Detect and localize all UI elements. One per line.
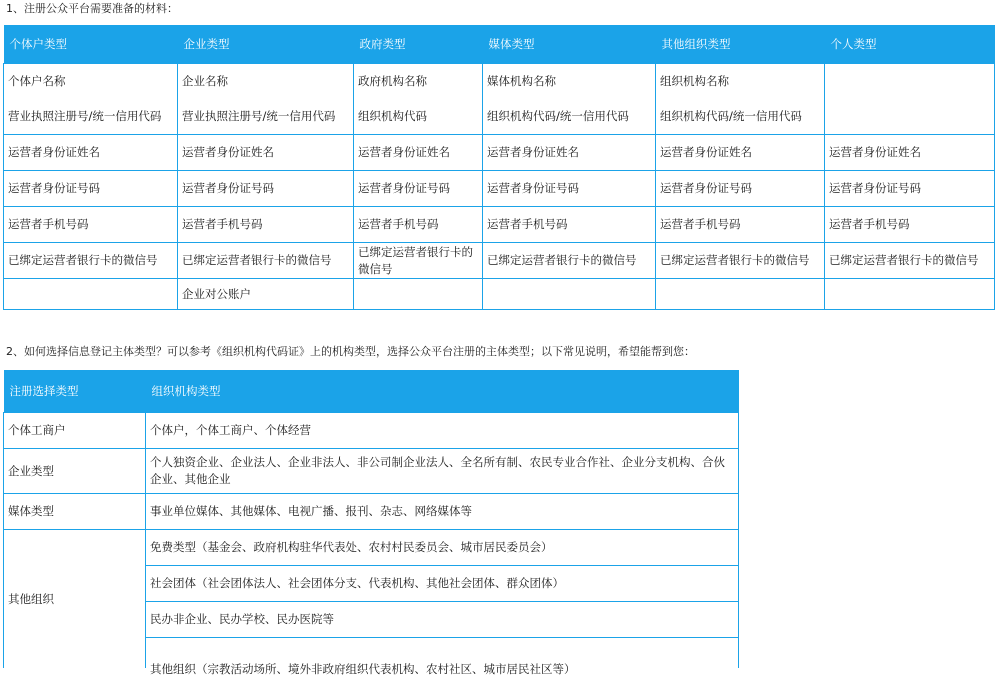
table-row [4,171,995,207]
column-header: 个体户类型 [4,25,178,64]
table-cell [825,64,995,100]
table-cell: 运营者身份证号码 [178,171,354,207]
table-cell: 运营者身份证姓名 [825,135,995,171]
table-row [4,64,995,100]
desc-cell: 社会团体（社会团体法人、社会团体分支、代表机构、其他社会团体、群众团体） [146,566,739,602]
type-cell: 媒体类型 [4,494,146,530]
table-cell [825,99,995,135]
column-header: 个人类型 [825,25,995,64]
table-cell [483,279,656,310]
table-cell: 运营者身份证姓名 [4,135,178,171]
desc-cell: 个体户，个体工商户、个体经营 [146,413,739,449]
desc-cell: 民办非企业、民办学校、民办医院等 [146,602,739,638]
table-header-row [4,25,995,64]
table-cell: 组织机构代码 [354,99,483,135]
type-cell: 企业类型 [4,449,146,494]
table-cell: 企业名称 [178,64,354,100]
section1-heading: 1、注册公众平台需要准备的材料： [6,2,178,15]
table-cell: 运营者身份证姓名 [354,135,483,171]
column-header: 企业类型 [178,25,354,64]
table-cell: 运营者身份证姓名 [178,135,354,171]
table-cell: 企业对公账户 [178,279,354,310]
table-cell: 已绑定运营者银行卡的微信号 [354,243,483,279]
entity-type-table [3,370,739,676]
type-cell: 其他组织 [4,530,146,669]
table-header-row [4,370,739,413]
table-cell: 组织机构代码/统一信用代码 [656,99,825,135]
table-cell: 运营者身份证号码 [4,171,178,207]
desc-cell [146,638,739,676]
table-row [4,530,739,566]
table-cell: 政府机构名称 [354,64,483,100]
column-header: 组织机构类型 [146,370,739,413]
table-row [4,207,995,243]
desc-text: 其他组织（宗教活动场所、境外非政府组织代表机构、农村社区、城市居民社区等） [150,662,576,676]
table-cell: 已绑定运营者银行卡的微信号 [178,243,354,279]
table-cell [825,279,995,310]
table-cell [354,279,483,310]
table-row [4,494,739,530]
table-cell: 运营者手机号码 [656,207,825,243]
table-cell: 运营者身份证姓名 [656,135,825,171]
table-cell: 营业执照注册号/统一信用代码 [4,99,178,135]
table-cell: 媒体机构名称 [483,64,656,100]
desc-cell: 事业单位媒体、其他媒体、电视广播、报刊、杂志、网络媒体等 [146,494,739,530]
table-cell: 已绑定运营者银行卡的微信号 [4,243,178,279]
table-cell: 已绑定运营者银行卡的微信号 [656,243,825,279]
column-header: 政府类型 [354,25,483,64]
table-cell: 已绑定运营者银行卡的微信号 [483,243,656,279]
table-cell: 营业执照注册号/统一信用代码 [178,99,354,135]
table-cell: 个体户名称 [4,64,178,100]
table-cell: 运营者手机号码 [483,207,656,243]
column-header: 其他组织类型 [656,25,825,64]
materials-table [3,25,995,310]
table-cell: 运营者身份证号码 [656,171,825,207]
table-row [4,135,995,171]
table-cell [4,279,178,310]
table-row [4,99,995,135]
table-cell: 运营者身份证姓名 [483,135,656,171]
table-cell: 已绑定运营者银行卡的微信号 [825,243,995,279]
desc-cell: 个人独资企业、企业法人、企业非法人、非公司制企业法人、全名所有制、农民专业合作社、企业分支机构、合伙企业、其他企业 [146,449,739,494]
table-cell [656,279,825,310]
column-header: 媒体类型 [483,25,656,64]
table-row [4,279,995,310]
table-cell: 组织机构代码/统一信用代码 [483,99,656,135]
table-cell: 运营者身份证号码 [483,171,656,207]
table-row [4,449,739,494]
table-row [4,413,739,449]
table-cell: 运营者手机号码 [354,207,483,243]
table-cell: 运营者身份证号码 [354,171,483,207]
table-cell: 运营者身份证号码 [825,171,995,207]
table-row [4,243,995,279]
desc-cell: 免费类型（基金会、政府机构驻华代表处、农村村民委员会、城市居民委员会） [146,530,739,566]
table-cell: 运营者手机号码 [4,207,178,243]
section2-heading: 2、如何选择信息登记主体类型？可以参考《组织机构代码证》上的机构类型，选择公众平台注册的主体类型；以下常见说明，希望能帮到您： [6,345,695,358]
column-header: 注册选择类型 [4,370,146,413]
table-cell: 运营者手机号码 [825,207,995,243]
table-cell: 运营者手机号码 [178,207,354,243]
type-cell: 个体工商户 [4,413,146,449]
table-cell: 组织机构名称 [656,64,825,100]
